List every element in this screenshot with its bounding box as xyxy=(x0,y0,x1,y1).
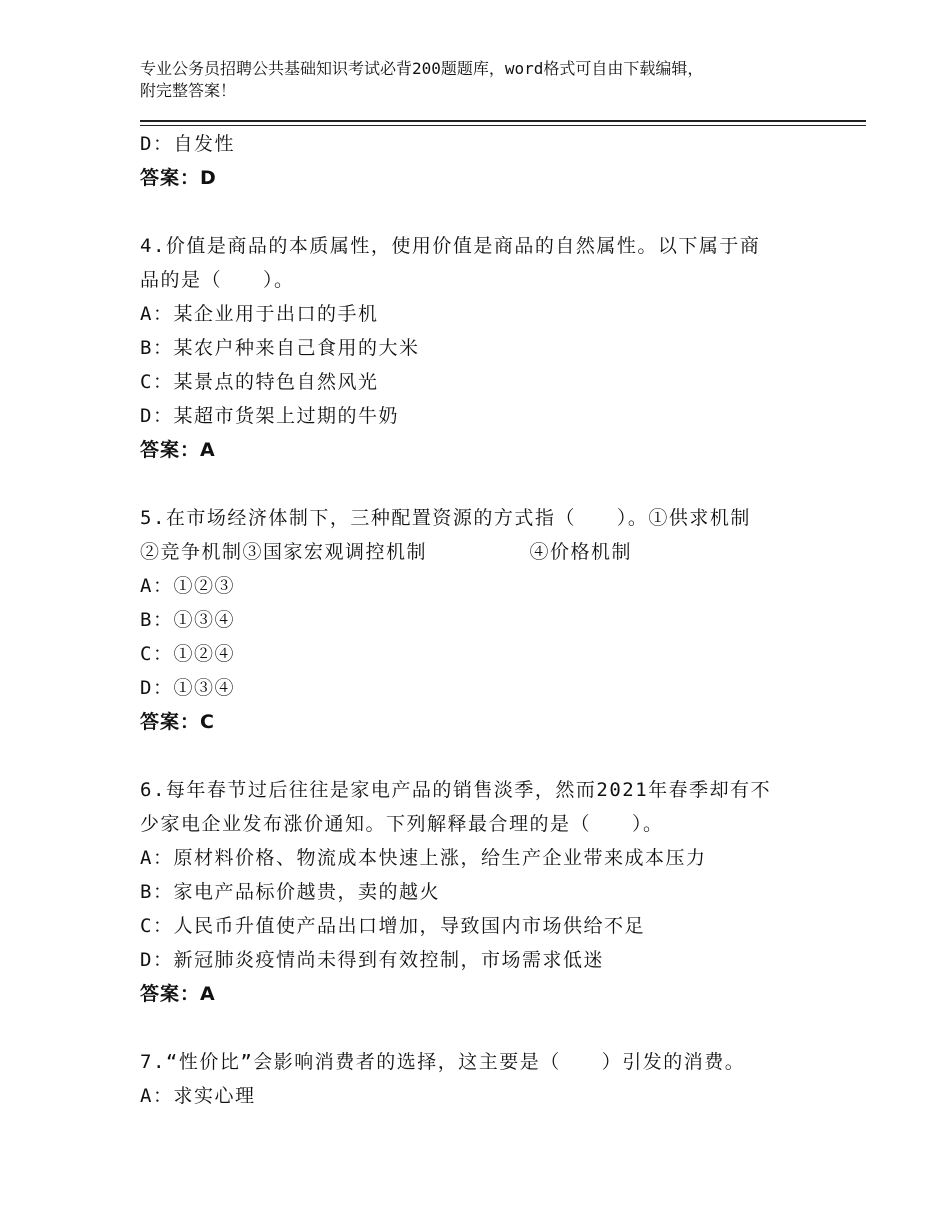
question-stem: ②竞争机制③国家宏观调控机制 ④价格机制 xyxy=(140,541,633,563)
answer-label: 答案：C xyxy=(140,711,215,733)
question-stem: 品的是（ ）。 xyxy=(140,269,295,291)
question-stem: 7.“性价比”会影响消费者的选择，这主要是（ ）引发的消费。 xyxy=(140,1051,746,1073)
question-6 xyxy=(140,773,830,1011)
option-a: A：求实心理 xyxy=(140,1085,256,1107)
answer-label: 答案：A xyxy=(140,983,216,1005)
question-stem: 4.价值是商品的本质属性，使用价值是商品的自然属性。以下属于商 xyxy=(140,235,761,257)
question-5 xyxy=(140,501,830,739)
question-list xyxy=(140,127,830,1113)
option-c: C：①②④ xyxy=(140,643,235,665)
option-b: B：家电产品标价越贵，卖的越火 xyxy=(140,881,440,903)
option-d: D：①③④ xyxy=(140,677,235,699)
option-c: C：人民币升值使产品出口增加，导致国内市场供给不足 xyxy=(140,915,645,937)
header-title-line2: 附完整答案！ xyxy=(140,81,237,100)
spacer xyxy=(140,467,830,501)
option-a: A：原材料价格、物流成本快速上涨，给生产企业带来成本压力 xyxy=(140,847,707,869)
option-b: B：某农户种来自己食用的大米 xyxy=(140,337,420,359)
header-rule-thick xyxy=(140,120,866,122)
spacer xyxy=(140,195,830,229)
question-4 xyxy=(140,229,830,467)
question-7 xyxy=(140,1045,830,1113)
header-rule-thin xyxy=(140,125,866,126)
question-stem: 少家电企业发布涨价通知。下列解释最合理的是（ ）。 xyxy=(140,813,664,835)
question-stem: 5.在市场经济体制下，三种配置资源的方式指（ ）。①供求机制 xyxy=(140,507,751,529)
option-c: C：某景点的特色自然风光 xyxy=(140,371,379,393)
option-d: D：某超市货架上过期的牛奶 xyxy=(140,405,399,427)
spacer xyxy=(140,739,830,773)
option-d: D：新冠肺炎疫情尚未得到有效控制，市场需求低迷 xyxy=(140,949,604,971)
question-stem: 6.每年春节过后往往是家电产品的销售淡季，然而2021年春季却有不 xyxy=(140,779,772,801)
option-a: A：①②③ xyxy=(140,575,235,597)
header-title-line1: 专业公务员招聘公共基础知识考试必背200题题库，word格式可自由下载编辑， xyxy=(140,59,704,78)
page-header xyxy=(140,58,840,102)
option-d: D：自发性 xyxy=(140,133,235,155)
option-a: A：某企业用于出口的手机 xyxy=(140,303,379,325)
spacer xyxy=(140,1011,830,1045)
answer-label: 答案：D xyxy=(140,167,217,189)
answer-label: 答案：A xyxy=(140,439,216,461)
option-b: B：①③④ xyxy=(140,609,235,631)
